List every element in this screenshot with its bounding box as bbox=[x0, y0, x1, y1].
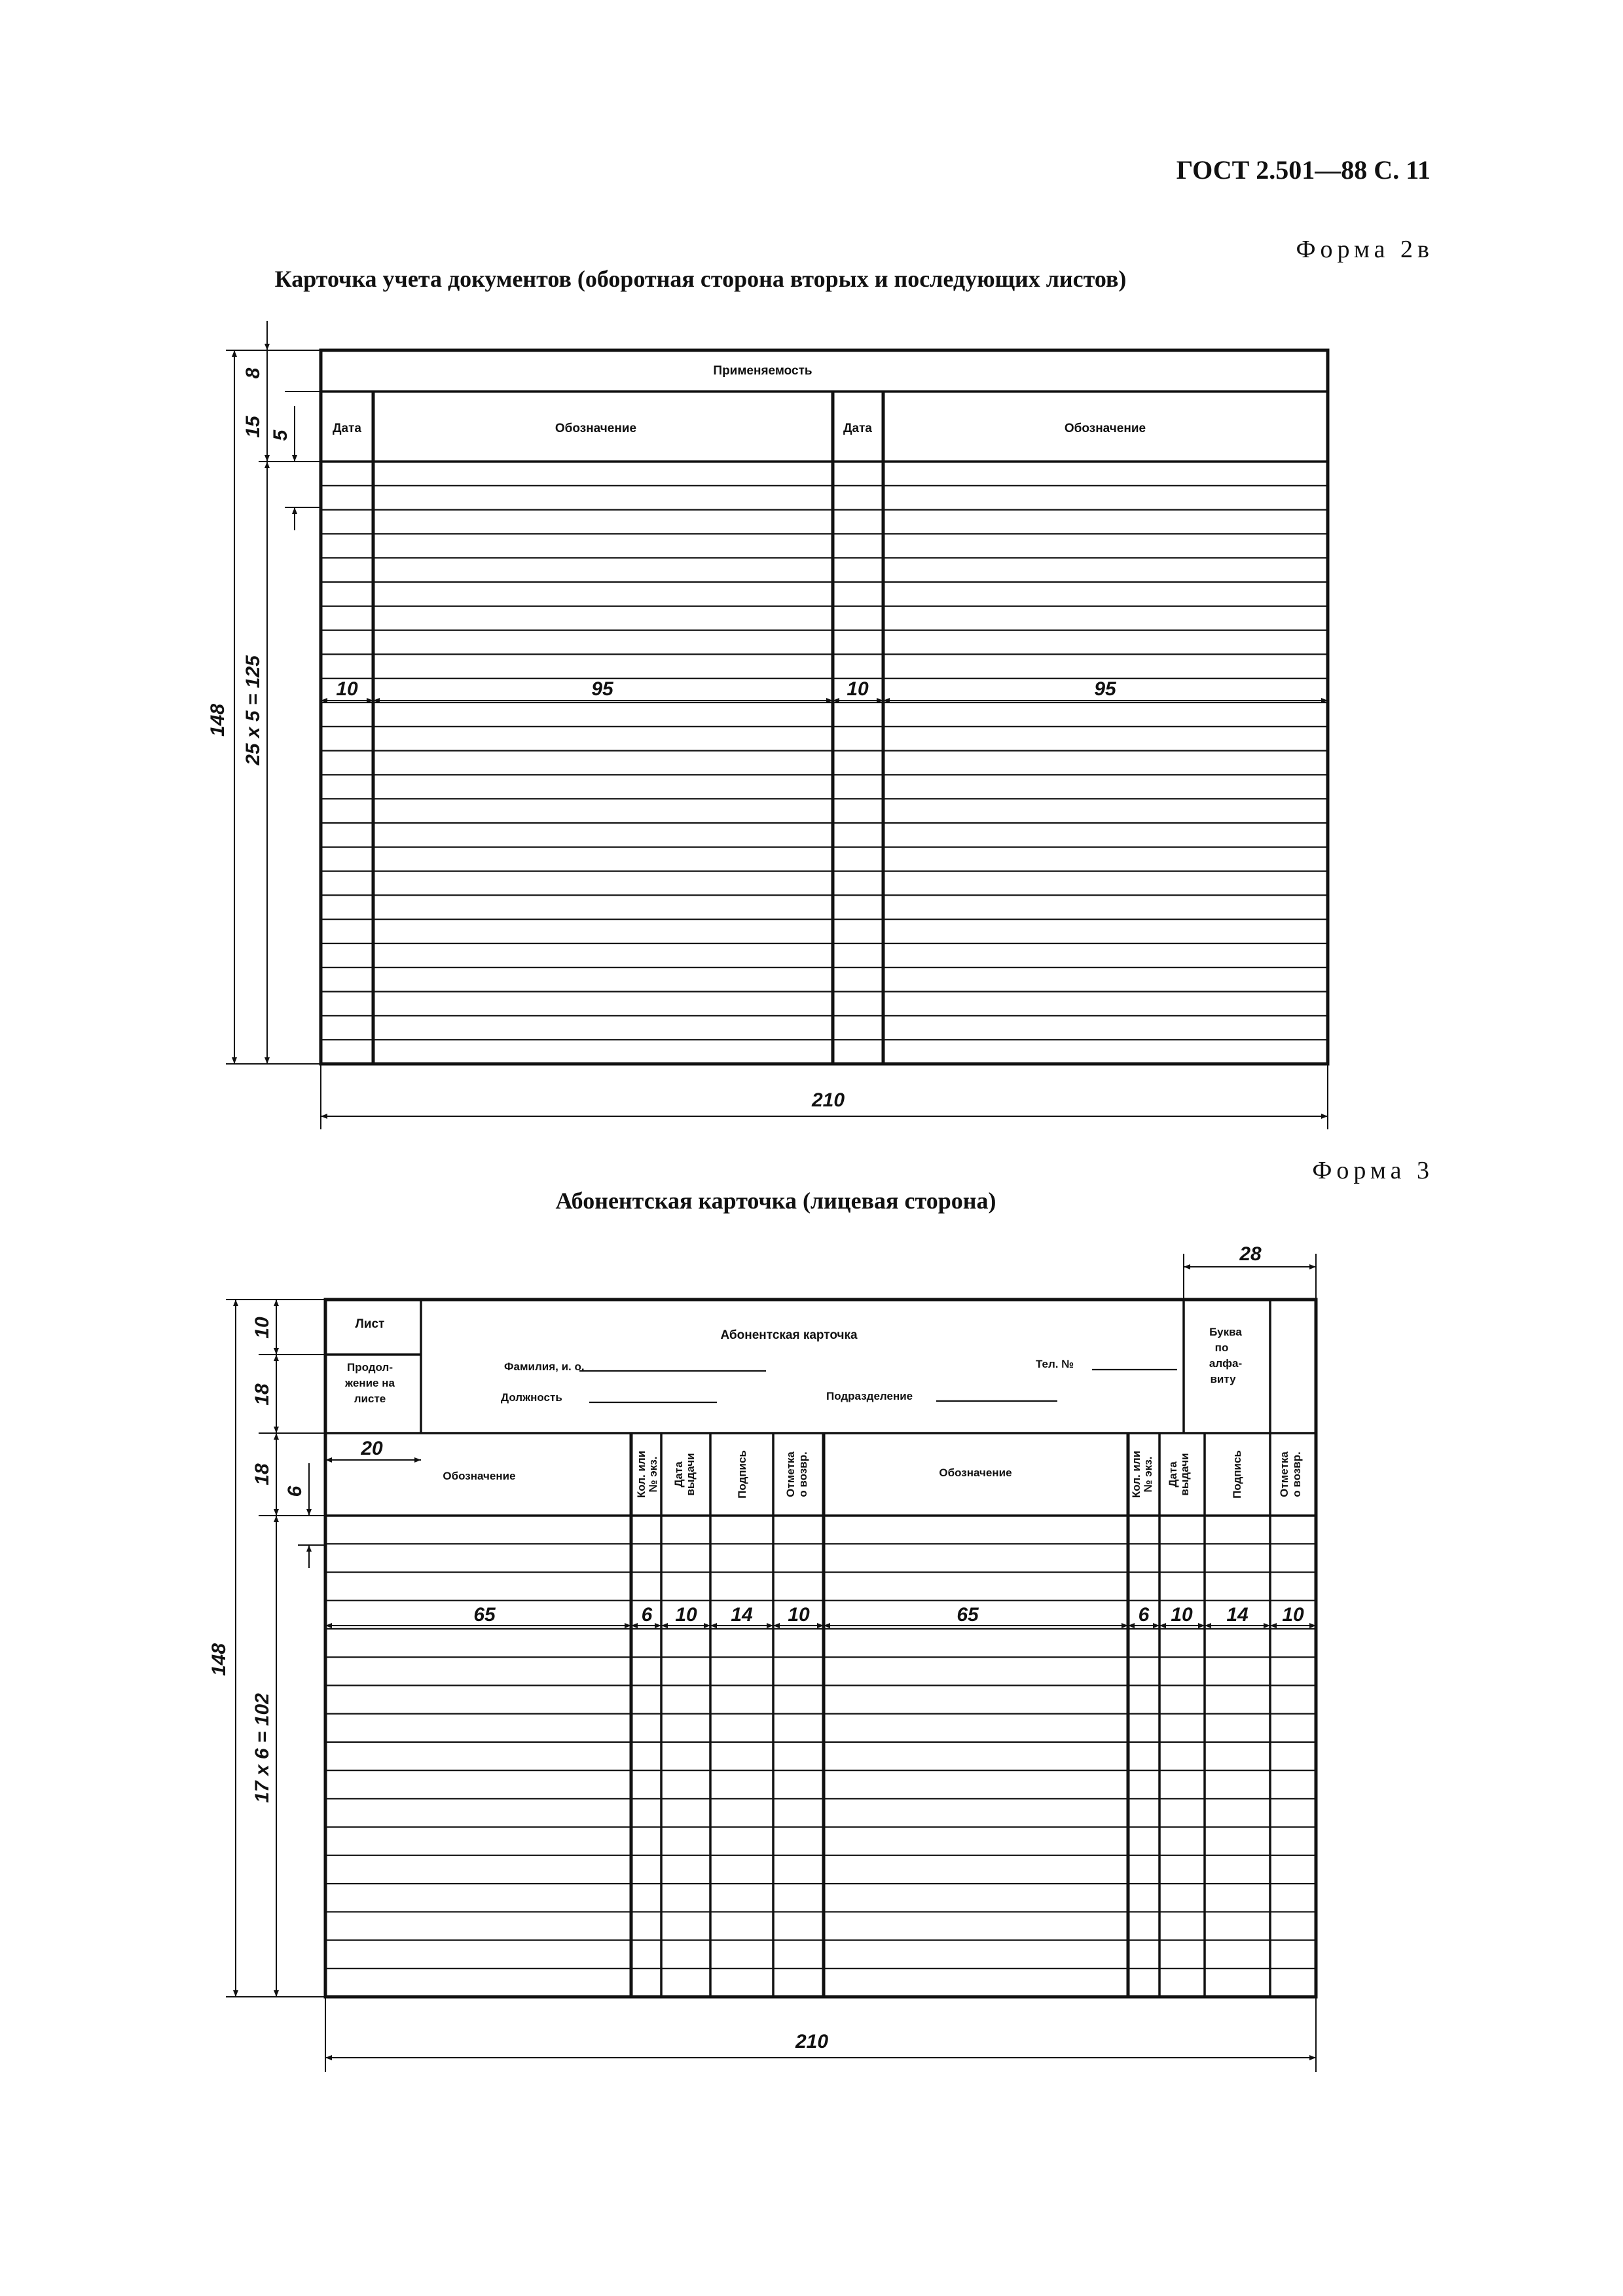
form-3-alpha-3: алфа- bbox=[1209, 1357, 1243, 1370]
dim-2v-col-designation-1: 95 bbox=[591, 678, 613, 700]
form-3-phone-label: Тел. № bbox=[1036, 1358, 1074, 1370]
form-2v-heading: Применяемость bbox=[713, 364, 812, 378]
form-3-col-return-1b: о возвр. bbox=[797, 1451, 809, 1497]
form-2v-title: Карточка учета документов (оборотная сторона вторых и последующих листов) bbox=[274, 266, 1127, 292]
form-3-col-return-2a: Отметка bbox=[1278, 1451, 1290, 1497]
form-3-col-designation-2: Обозначение bbox=[939, 1467, 1012, 1479]
form-3 bbox=[208, 1157, 1434, 2072]
form-3-sheet: Лист bbox=[355, 1317, 385, 1331]
form-3-col-copies-2a: Кол. или bbox=[1130, 1450, 1142, 1499]
dim-3-header-lower: 18 bbox=[251, 1383, 273, 1406]
form-3-continuation-3: листе bbox=[354, 1393, 386, 1405]
form-2v-label: Форма 2в bbox=[1296, 236, 1434, 263]
dim-3-columns-header: 18 bbox=[251, 1463, 273, 1485]
form-2v-col-designation-2: Обозначение bbox=[1064, 422, 1146, 435]
dim-3-col-return-1: 10 bbox=[788, 1604, 810, 1626]
dim-3-sheet-width: 20 bbox=[361, 1438, 383, 1459]
dim-2v-col-date-2: 10 bbox=[847, 678, 869, 700]
dim-3-rows-height: 17 x 6 = 102 bbox=[251, 1693, 273, 1803]
dim-3-alpha-width: 28 bbox=[1239, 1243, 1262, 1265]
form-3-position-label: Должность bbox=[501, 1391, 562, 1404]
form-3-table bbox=[325, 1300, 1316, 1997]
form-3-col-return-2b: о возвр. bbox=[1290, 1451, 1303, 1497]
form-3-col-designation-1: Обозначение bbox=[443, 1470, 516, 1482]
form-3-col-copies-2b: № экз. bbox=[1142, 1456, 1154, 1493]
dim-3-col-copies-2: 6 bbox=[1138, 1604, 1150, 1626]
form-3-label: Форма 3 bbox=[1312, 1157, 1434, 1184]
dim-3-col-designation-2: 65 bbox=[957, 1604, 979, 1626]
form-3-name-label: Фамилия, и. о. bbox=[504, 1360, 585, 1373]
form-3-alpha-1: Буква bbox=[1209, 1326, 1242, 1338]
dim-3-columns-header-part: 6 bbox=[284, 1485, 306, 1497]
dim-3-col-designation-1: 65 bbox=[473, 1604, 496, 1626]
dim-3-card-height: 148 bbox=[208, 1643, 230, 1677]
dim-3-col-issue-1: 10 bbox=[675, 1604, 697, 1626]
form-3-col-return-1a: Отметка bbox=[784, 1451, 797, 1497]
form-2v-col-date-2: Дата bbox=[843, 422, 872, 435]
form-3-department-label: Подразделение bbox=[826, 1390, 913, 1402]
form-3-col-signature-2: Подпись bbox=[1231, 1450, 1243, 1499]
dim-2v-card-width: 210 bbox=[811, 1089, 845, 1111]
dim-3-col-signature-2: 14 bbox=[1226, 1604, 1249, 1626]
form-3-col-issue-2a: Дата bbox=[1167, 1461, 1179, 1487]
dim-2v-col-date-1: 10 bbox=[336, 678, 358, 700]
dim-2v-header-height: 15 bbox=[242, 416, 264, 438]
dim-2v-rows-height: 25 x 5 = 125 bbox=[242, 655, 264, 765]
form-3-col-issue-1b: выдачи bbox=[684, 1453, 697, 1496]
form-2v bbox=[207, 236, 1434, 1129]
dim-3-col-copies-1: 6 bbox=[641, 1604, 653, 1626]
form-3-card-heading: Абонентская карточка bbox=[720, 1328, 858, 1342]
form-3-col-issue-2b: выдачи bbox=[1178, 1453, 1191, 1496]
dim-3-top-row: 10 bbox=[251, 1317, 273, 1339]
form-3-alpha-2: по bbox=[1214, 1341, 1229, 1354]
form-3-alpha-4: виту bbox=[1210, 1373, 1236, 1385]
form-3-title: Абонентская карточка (лицевая сторона) bbox=[555, 1188, 996, 1214]
dim-3-col-return-2: 10 bbox=[1282, 1604, 1304, 1626]
page-header: ГОСТ 2.501—88 С. 11 bbox=[1176, 155, 1431, 185]
form-3-continuation-2: жение на bbox=[345, 1377, 395, 1389]
dim-3-col-signature-1: 14 bbox=[731, 1604, 753, 1626]
form-2v-rows bbox=[321, 486, 1328, 1040]
dim-2v-card-height: 148 bbox=[207, 703, 228, 737]
form-2v-col-designation-1: Обозначение bbox=[555, 422, 637, 435]
form-3-col-copies-1b: № экз. bbox=[647, 1456, 659, 1493]
dim-2v-top-row: 8 bbox=[242, 367, 264, 379]
dim-2v-header-lower: 5 bbox=[270, 429, 291, 441]
dim-2v-col-designation-2: 95 bbox=[1094, 678, 1116, 700]
form-3-continuation-1: Продол- bbox=[347, 1361, 393, 1374]
form-3-col-signature-1: Подпись bbox=[736, 1450, 748, 1499]
form-3-col-copies-1a: Кол. или bbox=[635, 1450, 647, 1499]
form-2v-col-date-1: Дата bbox=[333, 422, 361, 435]
form-3-col-issue-1a: Дата bbox=[672, 1461, 685, 1487]
dim-3-col-issue-2: 10 bbox=[1171, 1604, 1193, 1626]
dim-3-card-width: 210 bbox=[795, 2031, 829, 2052]
form-2v-table bbox=[321, 350, 1328, 1064]
form-2v-dimensions bbox=[207, 321, 1328, 1129]
